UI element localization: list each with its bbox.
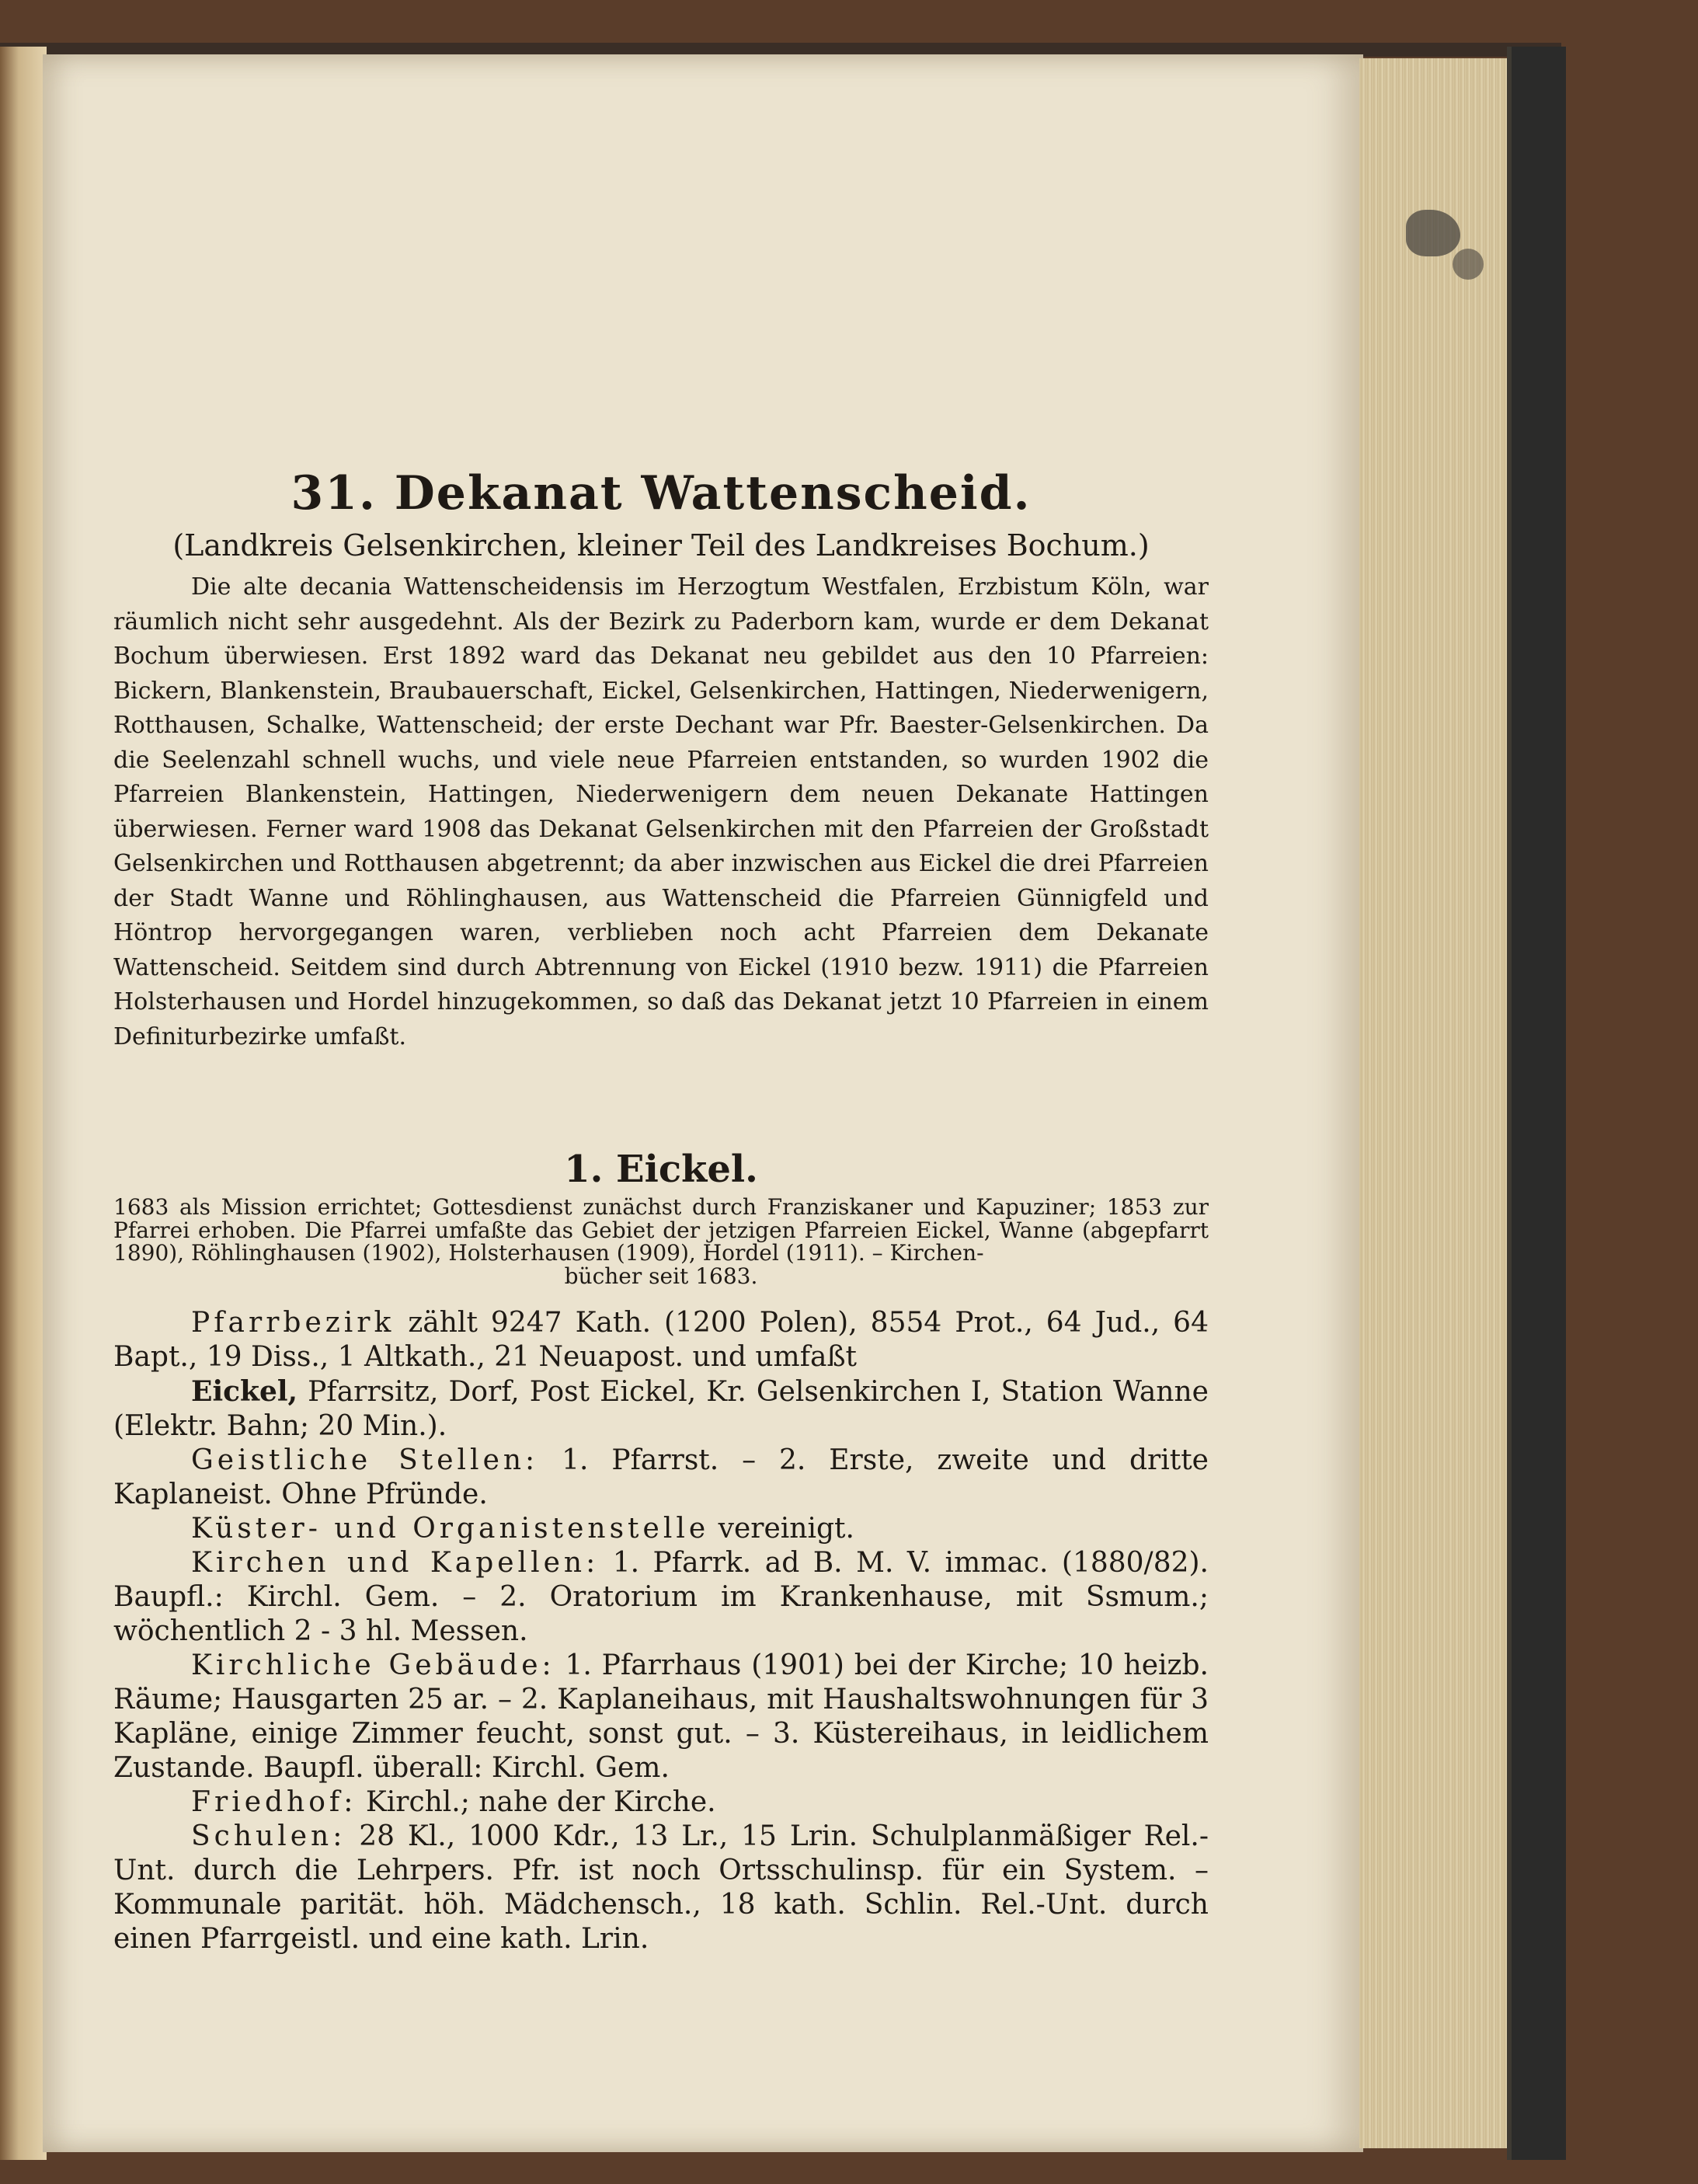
entry-label: Kirchen und Kapellen: [191,1547,600,1579]
left-page-edge [0,47,47,2160]
page-stack-edge [1359,58,1515,2148]
entry-stellen [113,1444,1209,1512]
dekanat-intro: Die alte decania Wattenscheidensis im Herzogtum Westfalen, Erzbistum Köln, war räumlich nicht sehr ausgedehnt. Als der Bezirk zu Paderborn kam, wurde er dem Dekanat Bochum überwiesen. Erst 1892 ward das Dekanat neu gebildet aus den 10 Pfarreien: Bickern, Blankenstein, Braubauerschaft, Eickel, Gelsenkirchen, Hattingen, Niederwenigern, Rotthausen, Schalke, Wattenscheid; der erste Dechant war Pfr. Baester-Gelsenkirchen. Da die Seelenzahl schnell wuchs, und viele neue Pfarreien entstanden, so wurden 1902 die Pfarreien Blankenstein, Hattingen, Niederwenigern dem neuen Dekanate Hattingen überwiesen. Ferner ward 1908 das Dekanat Gelsenkirchen mit den Pfarreien der Großstadt Gelsenkirchen und Rotthausen abgetrennt; da aber inzwischen aus Eickel die drei Pfarreien der Stadt Wanne und Röhlinghausen, aus Wattenscheid die Pfarreien Günnigfeld und Höntrop hervorgegangen waren, verblieben noch acht Pfarreien dem Dekanate Wattenscheid. Seitdem sind durch Abtrennung von Eickel (1910 bezw. 1911) die Pfarreien Holsterhausen und Hordel hinzugekommen, so daß das Dekanat jetzt 10 Pfarreien in einem Definiturbezirke umfaßt. [113,573,1209,1050]
entry-label: Pfarrbezirk [191,1307,395,1339]
entry-label: Küster- und Organistenstelle [191,1513,710,1545]
entry-friedhof [113,1785,1209,1820]
entry-pfarrsitz [113,1374,1209,1444]
parish-entries [113,1306,1209,1956]
parish-note [113,1196,1209,1287]
entry-text: 1. Pfarrk. ad B. M. V. immac. (1880/82). Baupfl.: Kirchl. Gem. – 2. Oratorium im Krankenhause, mit Ssmum.; wöchentlich 2 - 3 hl. Messen. [113,1547,1209,1647]
entry-text: 1. Pfarrhaus (1901) bei der Kirche; 10 heizb. Räume; Hausgarten 25 ar. – 2. Kaplaneihaus, mit Haushaltswohnungen für 3 Kapläne, einige Zimmer feucht, sonst gut. – 3. Küstereihaus, in leidlichem Zustande. Baupfl. überall: Kirchl. Gem. [113,1649,1209,1784]
dekanat-subtitle: (Landkreis Gelsenkirchen, kleiner Teil des Landkreises Bochum.) [172,528,1150,563]
stain-mark [1453,249,1484,280]
entry-label: Friedhof: [191,1786,357,1818]
book-spine [1507,47,1566,2160]
parish-note-last: bücher seit 1683. [564,1263,758,1289]
entry-label: Geistliche Stellen: [191,1444,539,1476]
entry-text: Pfarrsitz, Dorf, Post Eickel, Kr. Gelsenkirchen I, Station Wanne (Elektr. Bahn; 20 Min.). [113,1376,1209,1442]
entry-text: zählt 9247 Kath. (1200 Polen), 8554 Prot., 64 Jud., 64 Bapt., 19 Diss., 1 Altkath., 21 Neuapost. und umfaßt [113,1307,1209,1373]
parish-note-text: 1683 als Mission errichtet; Gottesdienst zunächst durch Franziskaner und Kapuziner; 1853 zur Pfarrei erhoben. Die Pfarrei umfaßte das Gebiet der jetzigen Pfarreien Eickel, Wanne (abgepfarrt 1890), Röhlinghausen (1902), Holsterhausen (1909), Hordel (1911). – Kirchen- [113,1194,1209,1266]
entry-label: Kirchliche Gebäude: [191,1649,555,1681]
entry-label: Schulen: [191,1820,346,1852]
entry-gebaeude [113,1649,1209,1785]
entry-text: 28 Kl., 1000 Kdr., 13 Lr., 15 Lrin. Schulplanmäßiger Rel.-Unt. durch die Lehrpers. Pfr. ist noch Ortsschulinsp. für ein System. – Kommunale parität. höh. Mädchensch., 18 kath. Schlin. Rel.-Unt. durch einen Pfarrgeistl. und eine kath. Lrin. [113,1820,1209,1955]
parish-title: 1. Eickel. [564,1148,758,1191]
entry-text: vereinigt. [718,1513,854,1545]
entry-kirchen [113,1546,1209,1649]
entry-text: 1. Pfarrst. – 2. Erste, zweite und dritte Kaplaneist. Ohne Pfründe. [113,1444,1209,1510]
entry-kuester [113,1512,1209,1546]
dekanat-title: 31. Dekanat Wattenscheid. [291,466,1032,521]
entry-pfarrbezirk [113,1306,1209,1374]
entry-text: Kirchl.; nahe der Kirche. [365,1786,716,1818]
entry-label: Eickel, [191,1375,298,1408]
entry-schulen [113,1820,1209,1956]
page-text [113,466,1209,1956]
